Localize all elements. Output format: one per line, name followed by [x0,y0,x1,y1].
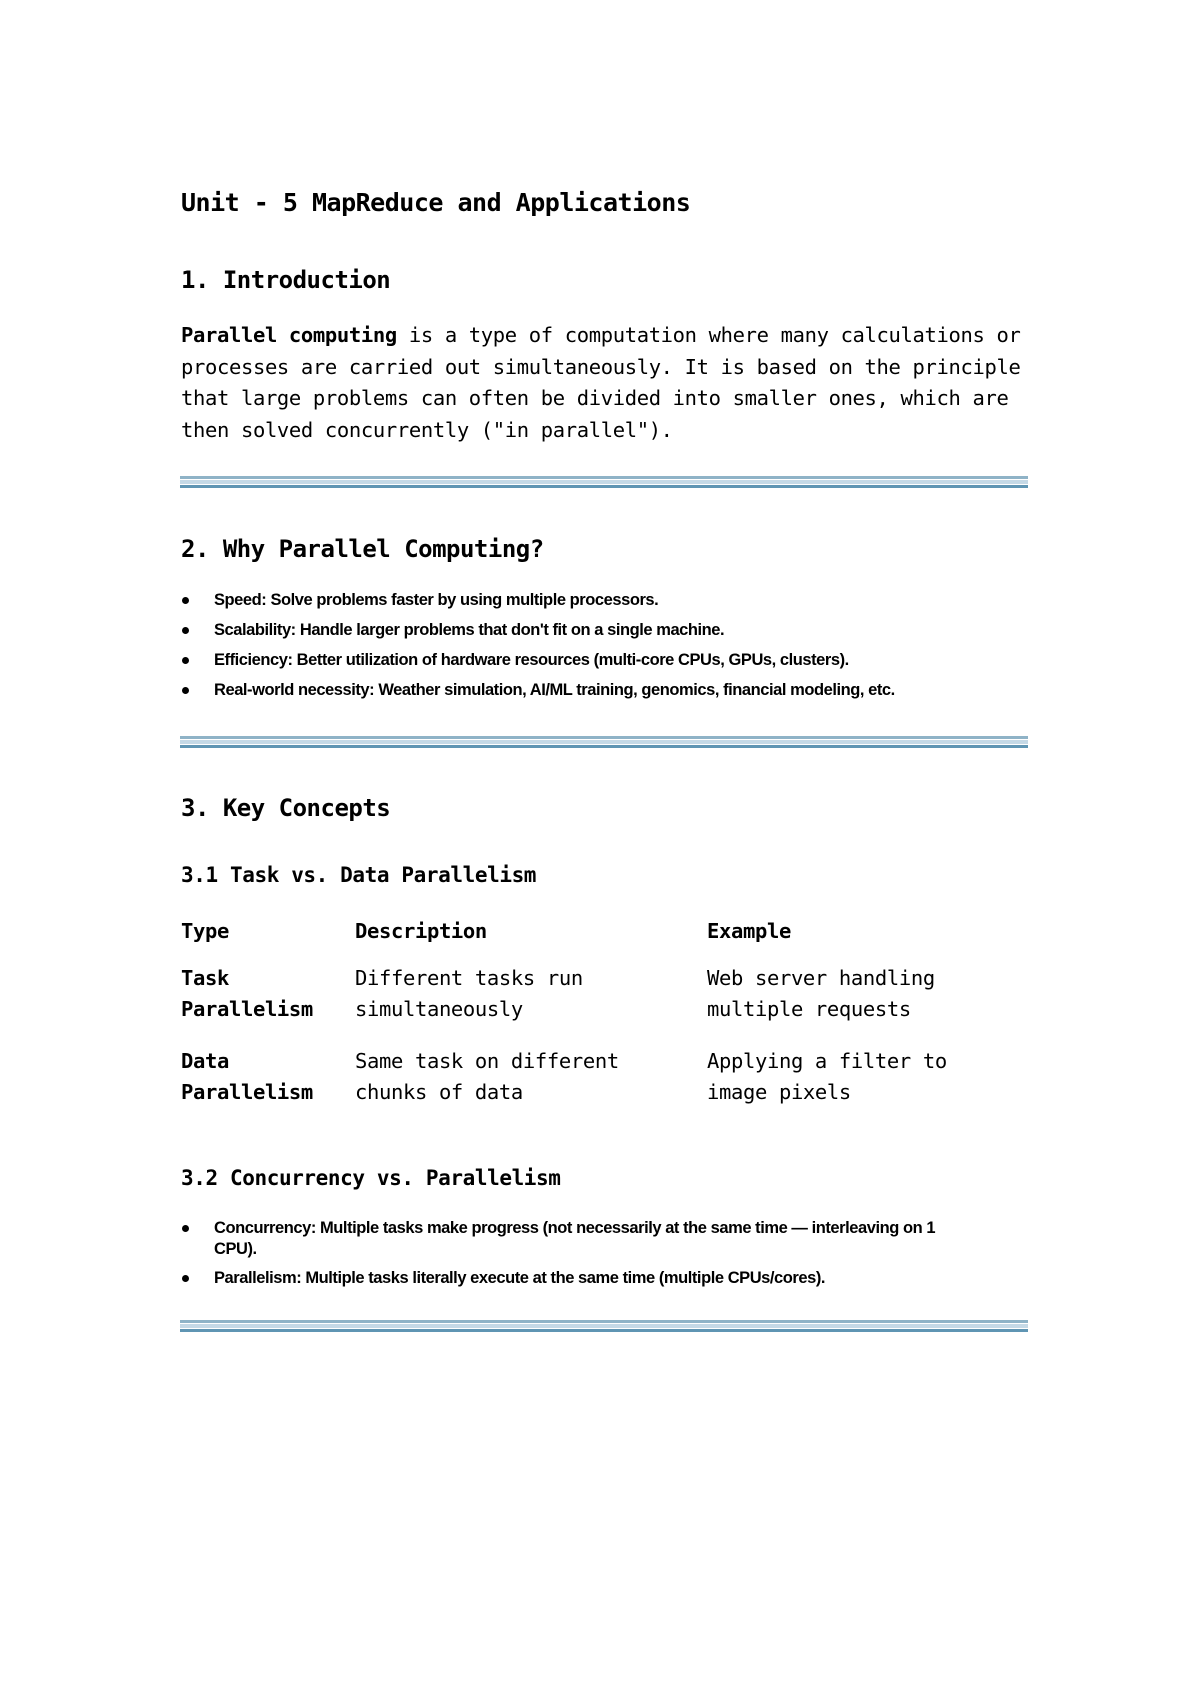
list-item: Parallelism: Multiple tasks literally execute at the same time (multiple CPUs/cores). [181,1268,1041,1289]
list-item: Speed: Solve problems faster by using multiple processors. [181,590,1041,611]
intro-text: is a type of computation where many calculations or processes are carried out simultaneously. It is based on the principle that large problems can often be divided into smaller ones, which are then solved concurrently ("in parallel"). [181,323,1021,442]
section-heading-introduction: 1. Introduction [181,266,391,294]
list-item: Real-world necessity: Weather simulation, AI/ML training, genomics, financial modeling, etc. [181,680,1041,701]
section-heading-key-concepts: 3. Key Concepts [181,794,391,822]
column-header-description: Description [355,919,487,943]
list-item: Scalability: Handle larger problems that don't fit on a single machine. [181,620,1041,641]
section-divider [180,476,1028,488]
list-item: Efficiency: Better utilization of hardware resources (multi-core CPUs, GPUs, clusters). [181,650,1041,671]
table-row [181,963,1027,1046]
column-header-example: Example [707,919,791,943]
section-divider [180,1320,1028,1332]
concurrency-bullet-list [181,1218,1041,1289]
description-cell: Same task on different chunks of data [355,1049,619,1104]
document-title: Unit - 5 MapReduce and Applications [181,188,691,217]
intro-lead-term: Parallel computing [181,323,397,347]
list-item: Concurrency: Multiple tasks make progress (not necessarily at the same time — interleaving on 1 CPU). [181,1218,1041,1260]
why-bullet-list [181,590,1041,701]
subsection-heading-concurrency-vs-parallelism: 3.2 Concurrency vs. Parallelism [181,1166,561,1190]
description-cell: Different tasks run simultaneously [355,966,583,1021]
table-header-row [181,916,1027,963]
parallelism-table [181,916,1027,1108]
table-row [181,1046,1027,1108]
example-cell: Applying a filter to image pixels [707,1049,947,1104]
column-header-type: Type [181,919,229,943]
subsection-heading-task-vs-data: 3.1 Task vs. Data Parallelism [181,863,537,887]
section-divider [180,736,1028,748]
section-heading-why-parallel: 2. Why Parallel Computing? [181,535,544,563]
type-cell: Task Parallelism [181,966,313,1021]
type-cell: Data Parallelism [181,1049,313,1104]
intro-paragraph [181,320,1041,446]
example-cell: Web server handling multiple requests [707,966,935,1021]
